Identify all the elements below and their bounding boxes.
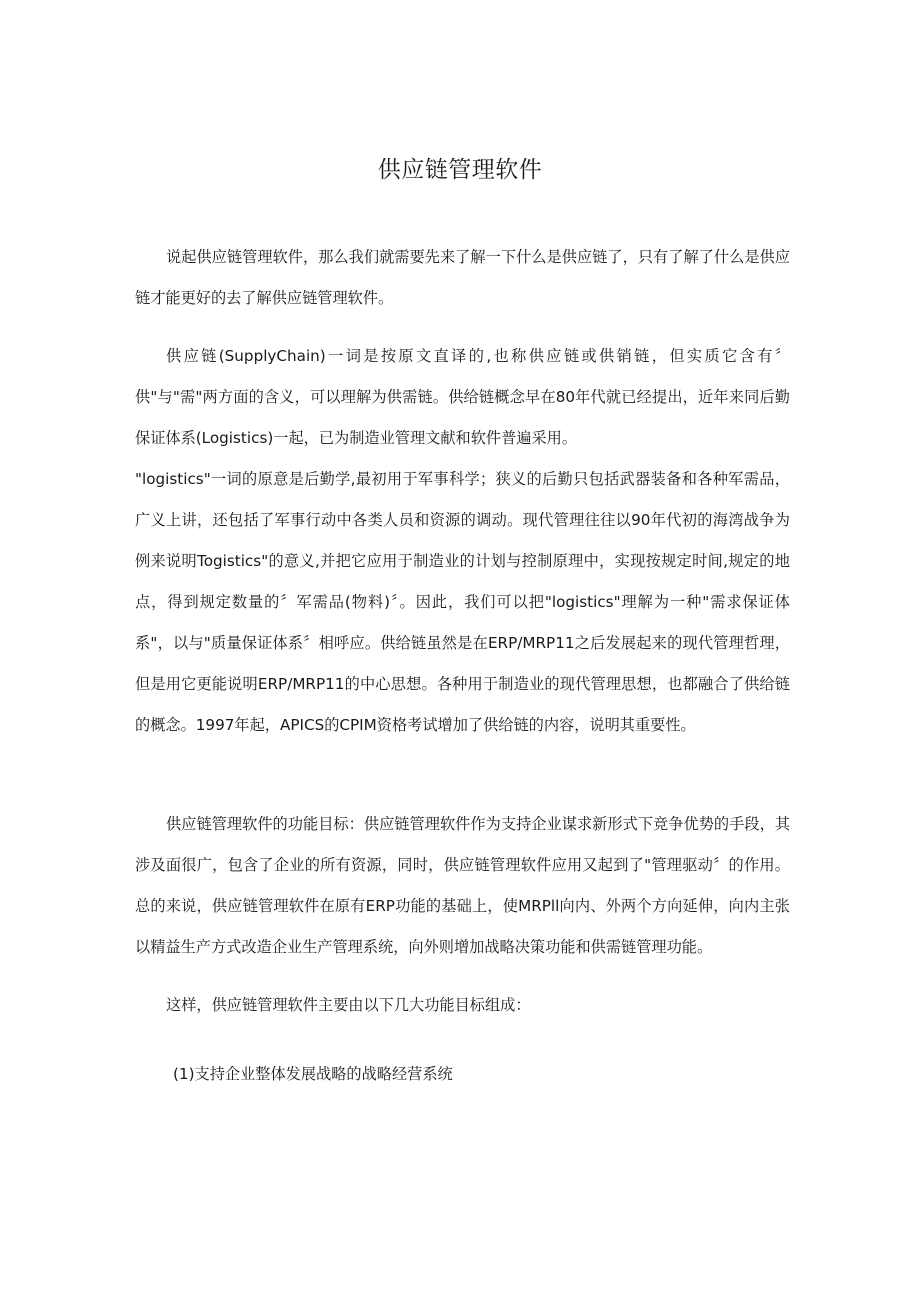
paragraph-intro: 说起供应链管理软件，那么我们就需要先来了解一下什么是供应链了，只有了解了什么是供应链才能更好的去了解供应链管理软件。 [135, 248, 790, 307]
document-title: 供应链管理软件 [377, 157, 543, 183]
paragraph-goals-intro: 这样，供应链管理软件主要由以下几大功能目标组成： [166, 996, 531, 1014]
paragraph-function-goals: 供应链管理软件的功能目标：供应链管理软件作为支持企业谋求新形式下竞争优势的手段，其涉及面很广，包含了企业的所有资源，同时，供应链管理软件应用又起到了"管理驱动〞的作用。总的来说，供应链管理软件在原有ERP功能的基础上，使MRPll向内、外两个方向延伸，向内主张以精益生产方式改造企业生产管理系统，向外则增加战略决策功能和供需链管理功能。 [135, 815, 790, 956]
paragraph-logistics: "logistics"一词的原意是后勤学,最初用于军事科学；狭义的后勤只包括武器装备和各种军需品，广义上讲，还包括了军事行动中各类人员和资源的调动。现代管理往往以90年代初的海湾战争为例来说明Togistics"的意义,并把它应用于制造业的计划与控制原理中，实现按规定时间,规定的地点，得到规定数量的〞军需品(物料)〞。因此，我们可以把"logistics"理解为一种"需求保证体系"，以与"质量保证体系〞相呼应。供给链虽然是在ERP/MRP11之后发展起来的现代管理哲理，但是用它更能说明ERP/MRP11的中心思想。各种用于制造业的现代管理思想，也都融合了供给链的概念。1997年起，APICS的CPIM资格考试增加了供给链的内容，说明其重要性。 [135, 470, 790, 734]
paragraph-supply-chain-definition: 供应链(SupplyChain)一词是按原文直译的,也称供应链或供销链，但实质它含有〞供"与"需"两方面的含义，可以理解为供需链。供给链概念早在80年代就已经提出，近年来同后勤保证体系(Logistics)一起，已为制造业管理文献和软件普遍采用。 [135, 347, 790, 447]
list-item-goal-1: (1)支持企业整体发展战略的战略经营系统 [173, 1065, 453, 1083]
